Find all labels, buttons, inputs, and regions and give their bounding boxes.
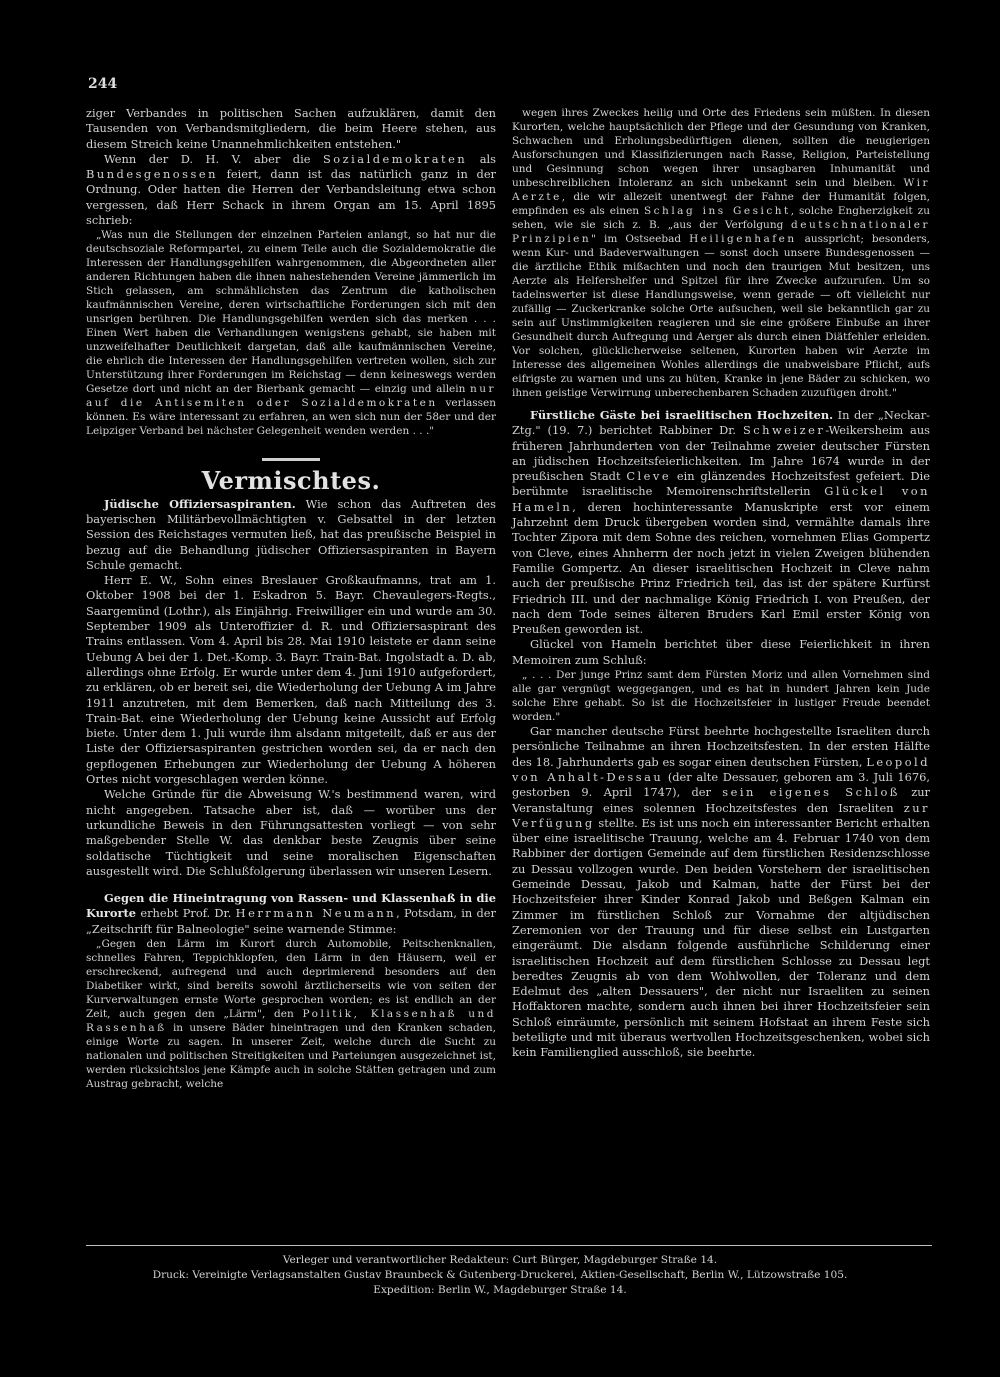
block-quote (86, 937, 496, 1091)
block-quote (512, 106, 930, 400)
spaced-text: Sozialdemokraten (322, 151, 468, 166)
spaced-text: Glückel von Hameln (512, 484, 930, 514)
text-run: stellte. Es ist uns noch ein interessanter Bericht erhalten über eine israelitische Trauung, welche am 4. Februar 1740 von dem Rabbiner der dortigen Gemeinde auf dem fürstlichen Residenzschlosse zu Dessau vollzogen wurde. Den beiden Vorstehern der israelitischen Gemeinde Dessau, Jakob und Kalman, hatte der Fürst bei der Hochzeitsfeier ihrer Kinder Konrad Jakob und Beßgen Kalman ein Zimmer im fürstlichen Schloß zur Vornahme der altjüdischen Zeremonien vor der Trauung und für diese selbst ein Lustgarten eingeräumt. Die alsdann folgende ausführliche Schilderung einer israelitischen Hochzeit auf dem fürstlichen Schlosse zu Dessau legt beredtes Zeugnis ab von dem Wohlwollen, der Toleranz und dem Edelmut des „alten Dessauers", der nicht nur Israeliten zu seinen Hoffaktoren machte, sondern auch ihnen bei ihrer Hochzeitsfeier sein Schloß einräumte, persönlich mit seinem Hofstaat an ihrem Feste sich beteiligte und mit überaus wertvollen Hochzeitsgeschenken, wobei sich kein Familienglied ausschloß, sie beehrte. (512, 815, 930, 1060)
spaced-text: Politik, Klassenhaß und Rassenhaß (86, 1007, 496, 1034)
text-run: Wenn der D. H. V. aber die (104, 151, 323, 166)
text-run: Wie schon das Auftreten des bayerischen Militärbevollmächtigten v. Gebsattel in der letzten Session des Reichstages vermuten ließ, hat das preußische Beispiel in bezug auf die Behandlung jüdischer Offiziersaspiranten in Bayern Schule gemacht. (86, 496, 496, 572)
spaced-text: zur Verfügung (512, 800, 930, 830)
text-run: zur Veranstaltung eines solennen Hochzeitsfestes den Israeliten (512, 785, 931, 815)
spaced-text: nur auf die Antisemiten oder Sozialdemokraten (86, 383, 496, 410)
left-column (86, 106, 496, 1091)
article-heading: Fürstliche Gäste bei israelitischen Hochzeiten. (530, 408, 834, 422)
text-run: ein glänzendes Hochzeitsfest gefeiert. Die berühmte israelitische Memoirenschriftstellerin (512, 469, 930, 499)
spaced-text: Bundesgenossen (86, 167, 218, 182)
footer-divider (86, 1245, 932, 1246)
right-column (512, 106, 930, 1061)
text-run: -Weikersheim aus früheren Jahrhunderten von der Teilnahme zweier deutscher Fürsten an jüdischen Hochzeitsfeierlichkeiten. Im Jahre 1674 wurde in der preußischen Stadt (512, 423, 931, 484)
text-run: , die wir allezeit unentwegt der Fahne der Humanität folgen, empfinden es als einen (512, 191, 930, 217)
text-run: Gar mancher deutsche Fürst beehrte hochgestellte Israeliten durch persönliche Teilnahme an ihren Hochzeitsfesten. In der ersten Hälfte des 18. Jahrhunderts gab es sogar einen deutschen Fürsten, (512, 724, 930, 769)
section-title: Vermischtes. (201, 466, 381, 496)
spaced-text: Schlag ins Gesicht (643, 205, 791, 217)
text-run: ausspricht; besonders, wenn Kur- und Badeverwaltungen — sonst doch unsere Bundesgenossen — die ärztliche Ethik mißachten und noch den traurigen Mut besitzen, uns Aerzte als Helfershelfer und Spitzel für ihre Zwecke aufzurufen. Um so tadelnswerter ist diese Handlungsweise, wenn gerade — oft vielleicht nur zufällig — Zuckerkranke solche Orte aufsuchen, weil sie bekanntlich gar zu sein auf Unstimmigkeiten reagieren und sie eine größere Einbuße an ihrer Gesundheit durch Aufregung und Aerger als durch einen Diätfehler erleiden. Vor solchen, glücklicherweise seltenen, Kurorten haben wir Aerzte im Interesse des allgemeinen Wohles allerdings die unabweisbare Pflicht, aufs eifrigste zu warnen und uns zu hüten, Kranke in jene Bäder zu schicken, wo ihnen geistige Verwirrung unberechenbaren Schaden zuzufügen droht." (512, 233, 930, 399)
imprint-line: Druck: Vereinigte Verlagsanstalten Gustav Braunbeck & Gutenberg-Druckerei, Aktien-Gesellschaft, Berlin W., Lützowstraße 105. (152, 1269, 848, 1281)
section-divider (262, 458, 320, 461)
spaced-text: Schweizer (742, 423, 826, 438)
text-run: feiert, dann ist das natürlich ganz in der Ordnung. Oder hatten die Herren der Verbandsleitung etwa schon vergessen, daß Herr Schack in ihrem Organ am 15. April 1895 schrieb: (86, 167, 496, 228)
text-run: als (467, 151, 496, 166)
text-run: „Was nun die Stellungen der einzelnen Parteien anlangt, so hat nur die deutschsoziale Reformpartei, zu einem Teile auch die Sozialdemokratie die Interessen der Handlungsgehilfen wahrgenommen, die Abgeordneten aller anderen Richtungen haben die ihnen nahestehenden Vereine jämmerlich im Stich gelassen, am schmählichsten das Zentrum die katholischen kaufmännischen Vereine, deren wirtschaftliche Forderungen sich mit den unsrigen berühren. Die Handlungsgehilfen werden sich das merken . . . Einen Wert haben die Verhandlungen wenigstens gehabt, sie haben mit unzweifelhafter Deutlichkeit dargetan, daß alle kaufmännischen Vereine, die ehrlich die Interessen der Handlungsgehilfen vertreten wollen, sich zur Unterstützung ihrer Forderungen im Reichstag — denn keineswegs werden Gesetze dort und nicht an der Bierbank gemacht — einzig und allein (86, 229, 496, 396)
article-paragraph (512, 408, 930, 637)
article-paragraph: Glückel von Hameln berichtet über diese Feierlichkeit in ihren Memoiren zum Schluß: (512, 637, 930, 667)
text-run: wegen ihres Zweckes heilig und Orte des Friedens sein müßten. In diesen Kurorten, welche hauptsächlich der Pflege und der Gesundung von Kranken, Schwachen und Erholungsbedürftigen dienen, sollten die neugierigen Ausforschungen und Klassifizierungen nach Rasse, Religion, Parteistellung und Gesinnung schon wegen ihrer unsagbaren Inhumanität und unbeschreiblichen Intoleranz an sich unbekannt sein und bleiben. (512, 107, 930, 189)
text-run: „Gegen den Lärm im Kurort durch Automobile, Peitschenknallen, schnelles Fahren, Teppichklopfen, den Lärm in den Häusern, weil er erschreckend, aufregend und auch deprimierend besonders auf den Diabetiker wirkt, sind bereits sowohl ärztlicherseits wie von seiten der Kurverwaltungen ernste Worte gesprochen worden; es ist endlich an der Zeit, auch gegen den „Lärm", den (86, 937, 496, 1020)
text-run: , deren hochinteressante Manuskripte erst vor einem Jahrzehnt dem Druck übergeben worden sind, vermählte damals ihre Tochter Zipora mit dem Sohne des reichen, vornehmen Elias Gompertz von Cleve, eines Ahnherrn der noch jetzt in vielen Zweigen blühenden Familie Gompertz. An dieser israelitischen Hochzeit in Cleve nahm auch der preußische Prinz Friedrich teil, das ist der spätere Kurfürst Friedrich III. und der nachmalige König Friedrich I. von Preußen, der nach dem Tode seines älteren Bruders Karl Emil erster König von Preußen geworden ist. (512, 499, 930, 637)
text-run: in unsere Bäder hineintragen und den Kranken schaden, einige Worte zu sagen. In unserer Zeit, welche durch die Sucht zu nationalen und politischen Streitigkeiten und Parteiungen ausgezeichnet ist, werden rücksichtslos jene Kämpfe auch in solche Stätten getragen und zum Austrag gebracht, welche (86, 1021, 496, 1090)
spaced-text: Leopold von Anhalt-Dessau (512, 754, 930, 784)
text-run: (der alte Dessauer, geboren am 3. Juli 1676, gestorben 9. April 1747), der (512, 769, 930, 800)
spaced-text: deutschnationaler Prinzipien (512, 219, 930, 245)
text-run: In der „Neckar-Ztg." (19. 7.) berichtet Rabbiner Dr. (512, 408, 930, 438)
imprint-line: Verleger und verantwortlicher Redakteur: Curt Bürger, Magdeburger Straße 14. (282, 1254, 718, 1266)
page-number: 244 (88, 76, 118, 92)
article-heading: Gegen die Hineintragung von Rassen- und Klassenhaß in die Kurorte (86, 891, 496, 921)
text-run: " im Ostseebad (591, 233, 690, 245)
spaced-text: Cleve (626, 469, 672, 484)
article-paragraph (512, 724, 930, 1061)
block-quote: „ . . . Der junge Prinz samt dem Fürsten Moriz und allen Vornehmen sind alle gar vergnügt weggegangen, und es hat in hundert Jahren kein Jude solche Ehre gehabt. So ist die Hochzeitsfeier in lustiger Freude beendet worden." (512, 669, 930, 724)
article-paragraph (86, 497, 496, 573)
spaced-text: Wir Aerzte (512, 177, 930, 203)
spaced-text: Herrmann Neumann (235, 906, 397, 921)
paragraph: ziger Verbandes in politischen Sachen aufzuklären, damit den Tausenden von Verbandsmitgliedern, die beim Heere stehen, aus diesem Streich keine Unannehmlichkeiten entstehen." (86, 106, 496, 151)
imprint-footer (0, 1253, 1000, 1298)
imprint-line: Expedition: Berlin W., Magdeburger Straße 14. (373, 1284, 627, 1296)
article-heading: Jüdische Offiziersaspiranten. (104, 496, 296, 511)
spaced-text: Heiligenhafen (689, 233, 797, 245)
text-run: , solche Engherzigkeit zu sehen, wie sie sich z. B. „aus der Verfolgung (512, 205, 930, 231)
article-paragraph: Herr E. W., Sohn eines Breslauer Großkaufmanns, trat am 1. Oktober 1908 bei der 1. Eskadron 5. Bayr. Chevaulegers-Regts., Saargemünd (Lothr.), als Einjährig. Freiwilliger ein und wurde am 30. September 1909 als Unteroffizier d. R. und Offiziersaspirant des Trains entlassen. Vom 4. April bis 28. Mai 1910 leistete er dann seine Uebung A bei der 1. Det.-Komp. 3. Bayr. Train-Bat. Ingolstadt a. D. ab, allerdings ohne Erfolg. Er wurde unter dem 4. Juni 1910 aufgefordert, zu erklären, ob er bereit sei, die Wiederholung der Uebung A im Jahre 1911 anzutreten, mit dem Bemerken, daß nach Mitteilung des 3. Train-Bat. eine Wiederholung der Uebung keine Aussicht auf Erfolg biete. Unter dem 1. Juli wurde ihm alsdann mitgeteilt, daß er aus der Liste der Offiziersaspiranten gestrichen worden sei, da er nach den gepflogenen Erhebungen zur Wiederholung der Uebung A höheren Ortes nicht vorgeschlagen werden könne. (86, 573, 496, 787)
paragraph (86, 152, 496, 228)
text-run: verlassen können. Es wäre interessant zu erfahren, an wen sich nun der 58er und der Leipziger Verband bei nächster Gelegenheit wenden werden . . ." (86, 397, 496, 438)
text-run: , Potsdam, in der „Zeitschrift für Balneologie" seine warnende Stimme: (86, 906, 496, 936)
text-run: erhebt Prof. Dr. (136, 906, 236, 921)
spaced-text: sein eigenes Schloß (722, 785, 900, 800)
article-paragraph: Welche Gründe für die Abweisung W.'s bestimmend waren, wird nicht angegeben. Tatsache aber ist, daß — worüber uns der urkundliche Beweis in den Führungsattesten vorliegt — von sehr maßgebender Stelle W. das denkbar beste Zeugnis über seine soldatische Tüchtigkeit und seine moralischen Eigenschaften ausgestellt wird. Die Schlußfolgerung überlassen wir unseren Lesern. (86, 787, 496, 878)
article-paragraph (86, 891, 496, 937)
block-quote (86, 228, 496, 438)
